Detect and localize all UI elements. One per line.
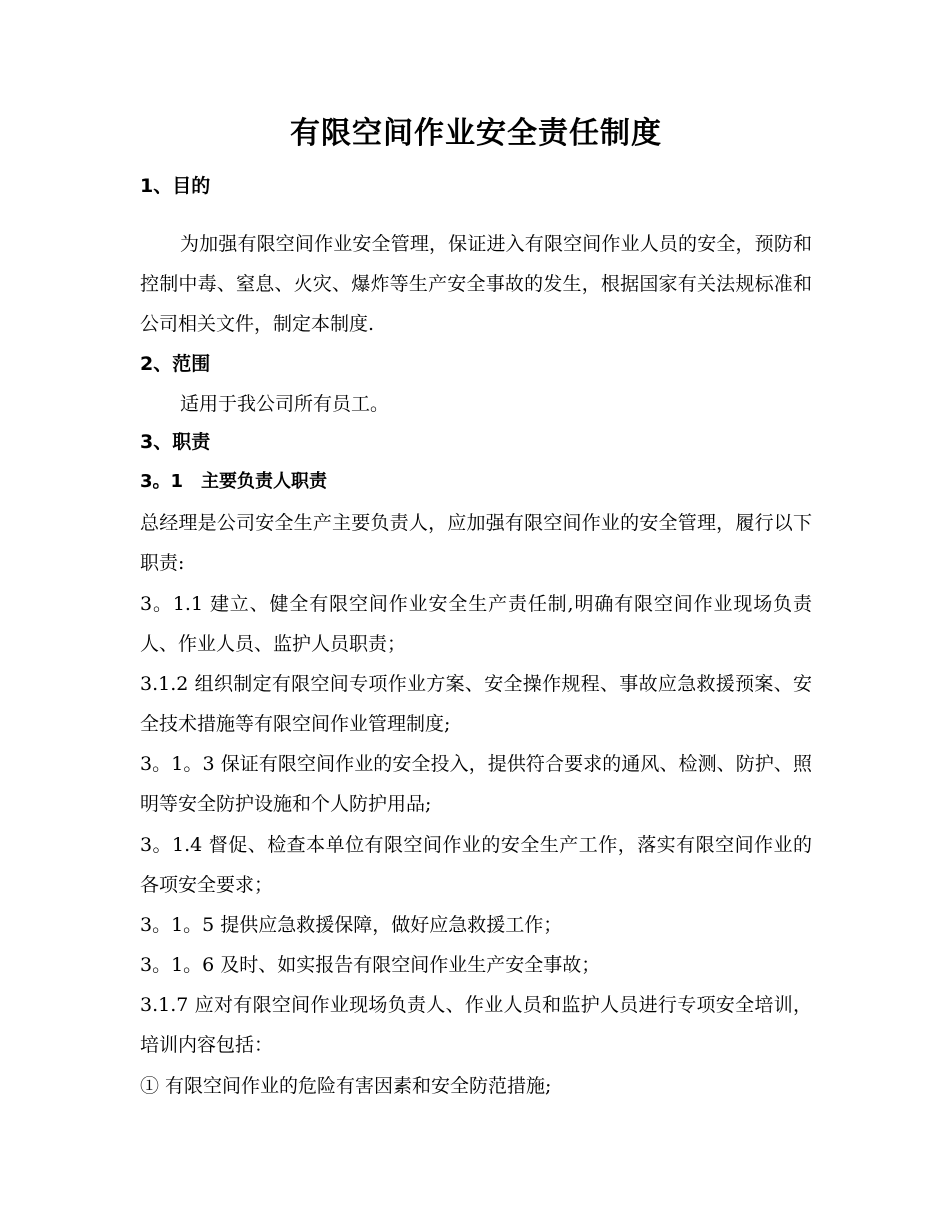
sub-heading-3-1: 3。1 主要负责人职责 <box>140 471 328 492</box>
item-3-1-5: 3。1。5 提供应急救援保障，做好应急救援工作； <box>140 914 563 936</box>
item-circle-1: ① 有限空间作业的危险有害因素和安全防范措施; <box>140 1075 552 1097</box>
item-3-1-7: 3.1.7 应对有限空间作业现场负责人、作业人员和监护人员进行专项安全培训，培训内容包括： <box>140 994 812 1056</box>
section-heading-duty: 3、职责 <box>140 431 211 453</box>
item-3-1-4: 3。1.4 督促、检查本单位有限空间作业的安全生产工作，落实有限空间作业的各项安全要求； <box>140 834 812 896</box>
document-title: 有限空间作业安全责任制度 <box>290 116 662 151</box>
item-3-1-3: 3。1。3 保证有限空间作业的安全投入，提供符合要求的通风、检测、防护、照明等安全防护设施和个人防护用品; <box>140 753 812 815</box>
paragraph-purpose: 为加强有限空间作业安全管理，保证进入有限空间作业人员的安全，预防和控制中毒、窒息、火灾、爆炸等生产安全事故的发生，根据国家有关法规标准和公司相关文件，制定本制度. <box>140 233 812 335</box>
paragraph-intro: 总经理是公司安全生产主要负责人，应加强有限空间作业的安全管理，履行以下职责: <box>140 512 812 574</box>
section-heading-scope: 2、范围 <box>140 353 211 375</box>
paragraph-scope: 适用于我公司所有员工。 <box>180 393 390 415</box>
item-3-1-1: 3。1.1 建立、健全有限空间作业安全生产责任制,明确有限空间作业现场负责人、作业人员、监护人员职责； <box>140 593 812 655</box>
item-3-1-6: 3。1。6 及时、如实报告有限空间作业生产安全事故； <box>140 954 601 976</box>
item-3-1-2: 3.1.2 组织制定有限空间专项作业方案、安全操作规程、事故应急救援预案、安全技术措施等有限空间作业管理制度; <box>140 673 812 735</box>
section-heading-purpose: 1、目的 <box>140 175 211 197</box>
